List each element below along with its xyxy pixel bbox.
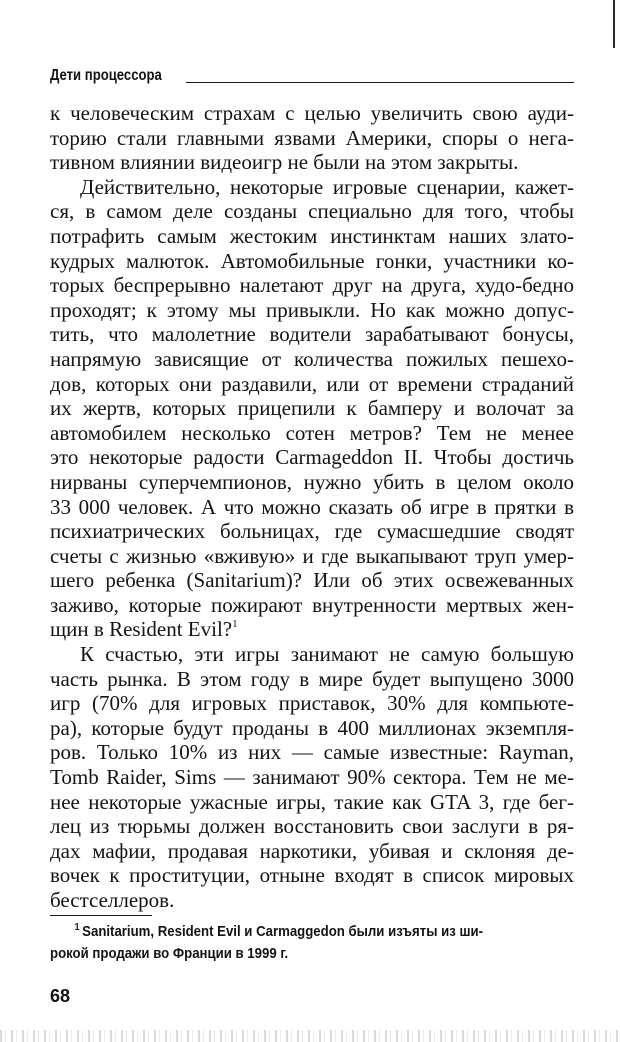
body-text (50, 101, 574, 913)
text-line: торых беспрерывно налетают друг на друга, худо-бедно (50, 273, 574, 298)
text-line: вочек к проституции, отныне входят в список мировых (50, 863, 574, 888)
scan-edge-mark (613, 0, 615, 48)
header-rule (186, 82, 574, 83)
footnote-rule (50, 915, 152, 916)
text-line: автомобилем несколько сотен метров? Тем не менее (50, 420, 574, 445)
text-line: заживо, которые пожирают внутренности мертвых жен- (50, 592, 574, 617)
text-line: торию стали главными язвами Америки, споры о нега- (50, 125, 574, 150)
text-line: лец из тюрьмы должен восстановить свои заслуги в ря- (50, 814, 574, 839)
text-line: нирваны суперчемпионов, нужно убить в целом около (50, 469, 574, 494)
text-line: тить, что малолетние водители зарабатывают бонусы, (50, 322, 574, 347)
footnote (50, 921, 574, 965)
text-line: бестселлеров. (50, 888, 175, 912)
text-line: 33 000 человек. А что можно сказать об игре в прятки в (50, 494, 574, 519)
text-line: дах мафии, продавая наркотики, убивая и склоняя де- (50, 838, 574, 863)
footnote-line (50, 921, 511, 943)
text-line: ра), которые будут проданы в 400 миллионах экземпля- (50, 715, 574, 740)
footnote-text: Sanitarium, Resident Evil и Carmaggedon были изъяты из ши- (82, 923, 484, 940)
text-line: дов, которых они раздавили, или от времени страданий (50, 371, 574, 396)
text-line: психиатрических больницах, где сумасшедшие сводят (50, 519, 574, 544)
paragraph-start-line: К счастью, эти игры занимают не самую большую (80, 642, 574, 667)
text-line-content: щин в Resident Evil? (50, 617, 233, 642)
text-line: нее некоторые ужасные игры, такие как GTA 3, где бег- (50, 789, 574, 814)
text-line: проходят; к этому мы привыкли. Но как можно допус- (50, 297, 574, 322)
text-line: кудрых малюток. Автомобильные гонки, участники ко- (50, 248, 574, 273)
footnote-marker: 1 (74, 922, 80, 933)
text-line: шего ребенка (Sanitarium)? Или об этих освежеванных (50, 568, 574, 593)
page-number: 68 (50, 986, 71, 1006)
paragraph-start-line: Действительно, некоторые игровые сценарии, кажет- (80, 174, 574, 199)
scan-noise (0, 1030, 620, 1042)
text-line: ся, в самом деле созданы специально для того, чтобы (50, 199, 574, 224)
text-line: потрафить самым жестоким инстинктам наших злато- (50, 223, 574, 248)
text-line-with-footnote-ref (50, 617, 574, 642)
text-line: игр (70% для игровых приставок, 30% для компьюте- (50, 691, 574, 716)
footnote-line: рокой продажи во Франции в 1999 г. (50, 945, 289, 962)
text-line: ров. Только 10% из них — самые известные: Rayman, (50, 740, 574, 765)
running-header-title: Дети процессора (50, 67, 162, 84)
running-header (50, 66, 574, 88)
text-line: счеты с жизнью «вживую» и где выкапывают труп умер- (50, 543, 574, 568)
text-line: напрямую зависящие от количества пожилых пешехо- (50, 346, 574, 371)
text-line: тивном влиянии видеоигр не были на этом закрыты. (50, 150, 519, 175)
text-line: их жертв, которых прицепили к бамперу и волочат за (50, 396, 574, 421)
text-line: часть рынка. В этом году в мире будет выпущено 3000 (50, 666, 574, 691)
text-line: это некоторые радости Carmageddon II. Чтобы достичь (50, 445, 574, 470)
text-line: к человеческим страхам с целью увеличить свою ауди- (50, 101, 574, 125)
footnote-reference: 1 (232, 618, 238, 631)
text-line: Tomb Raider, Sims — занимают 90% сектора. Тем не ме- (50, 765, 574, 790)
